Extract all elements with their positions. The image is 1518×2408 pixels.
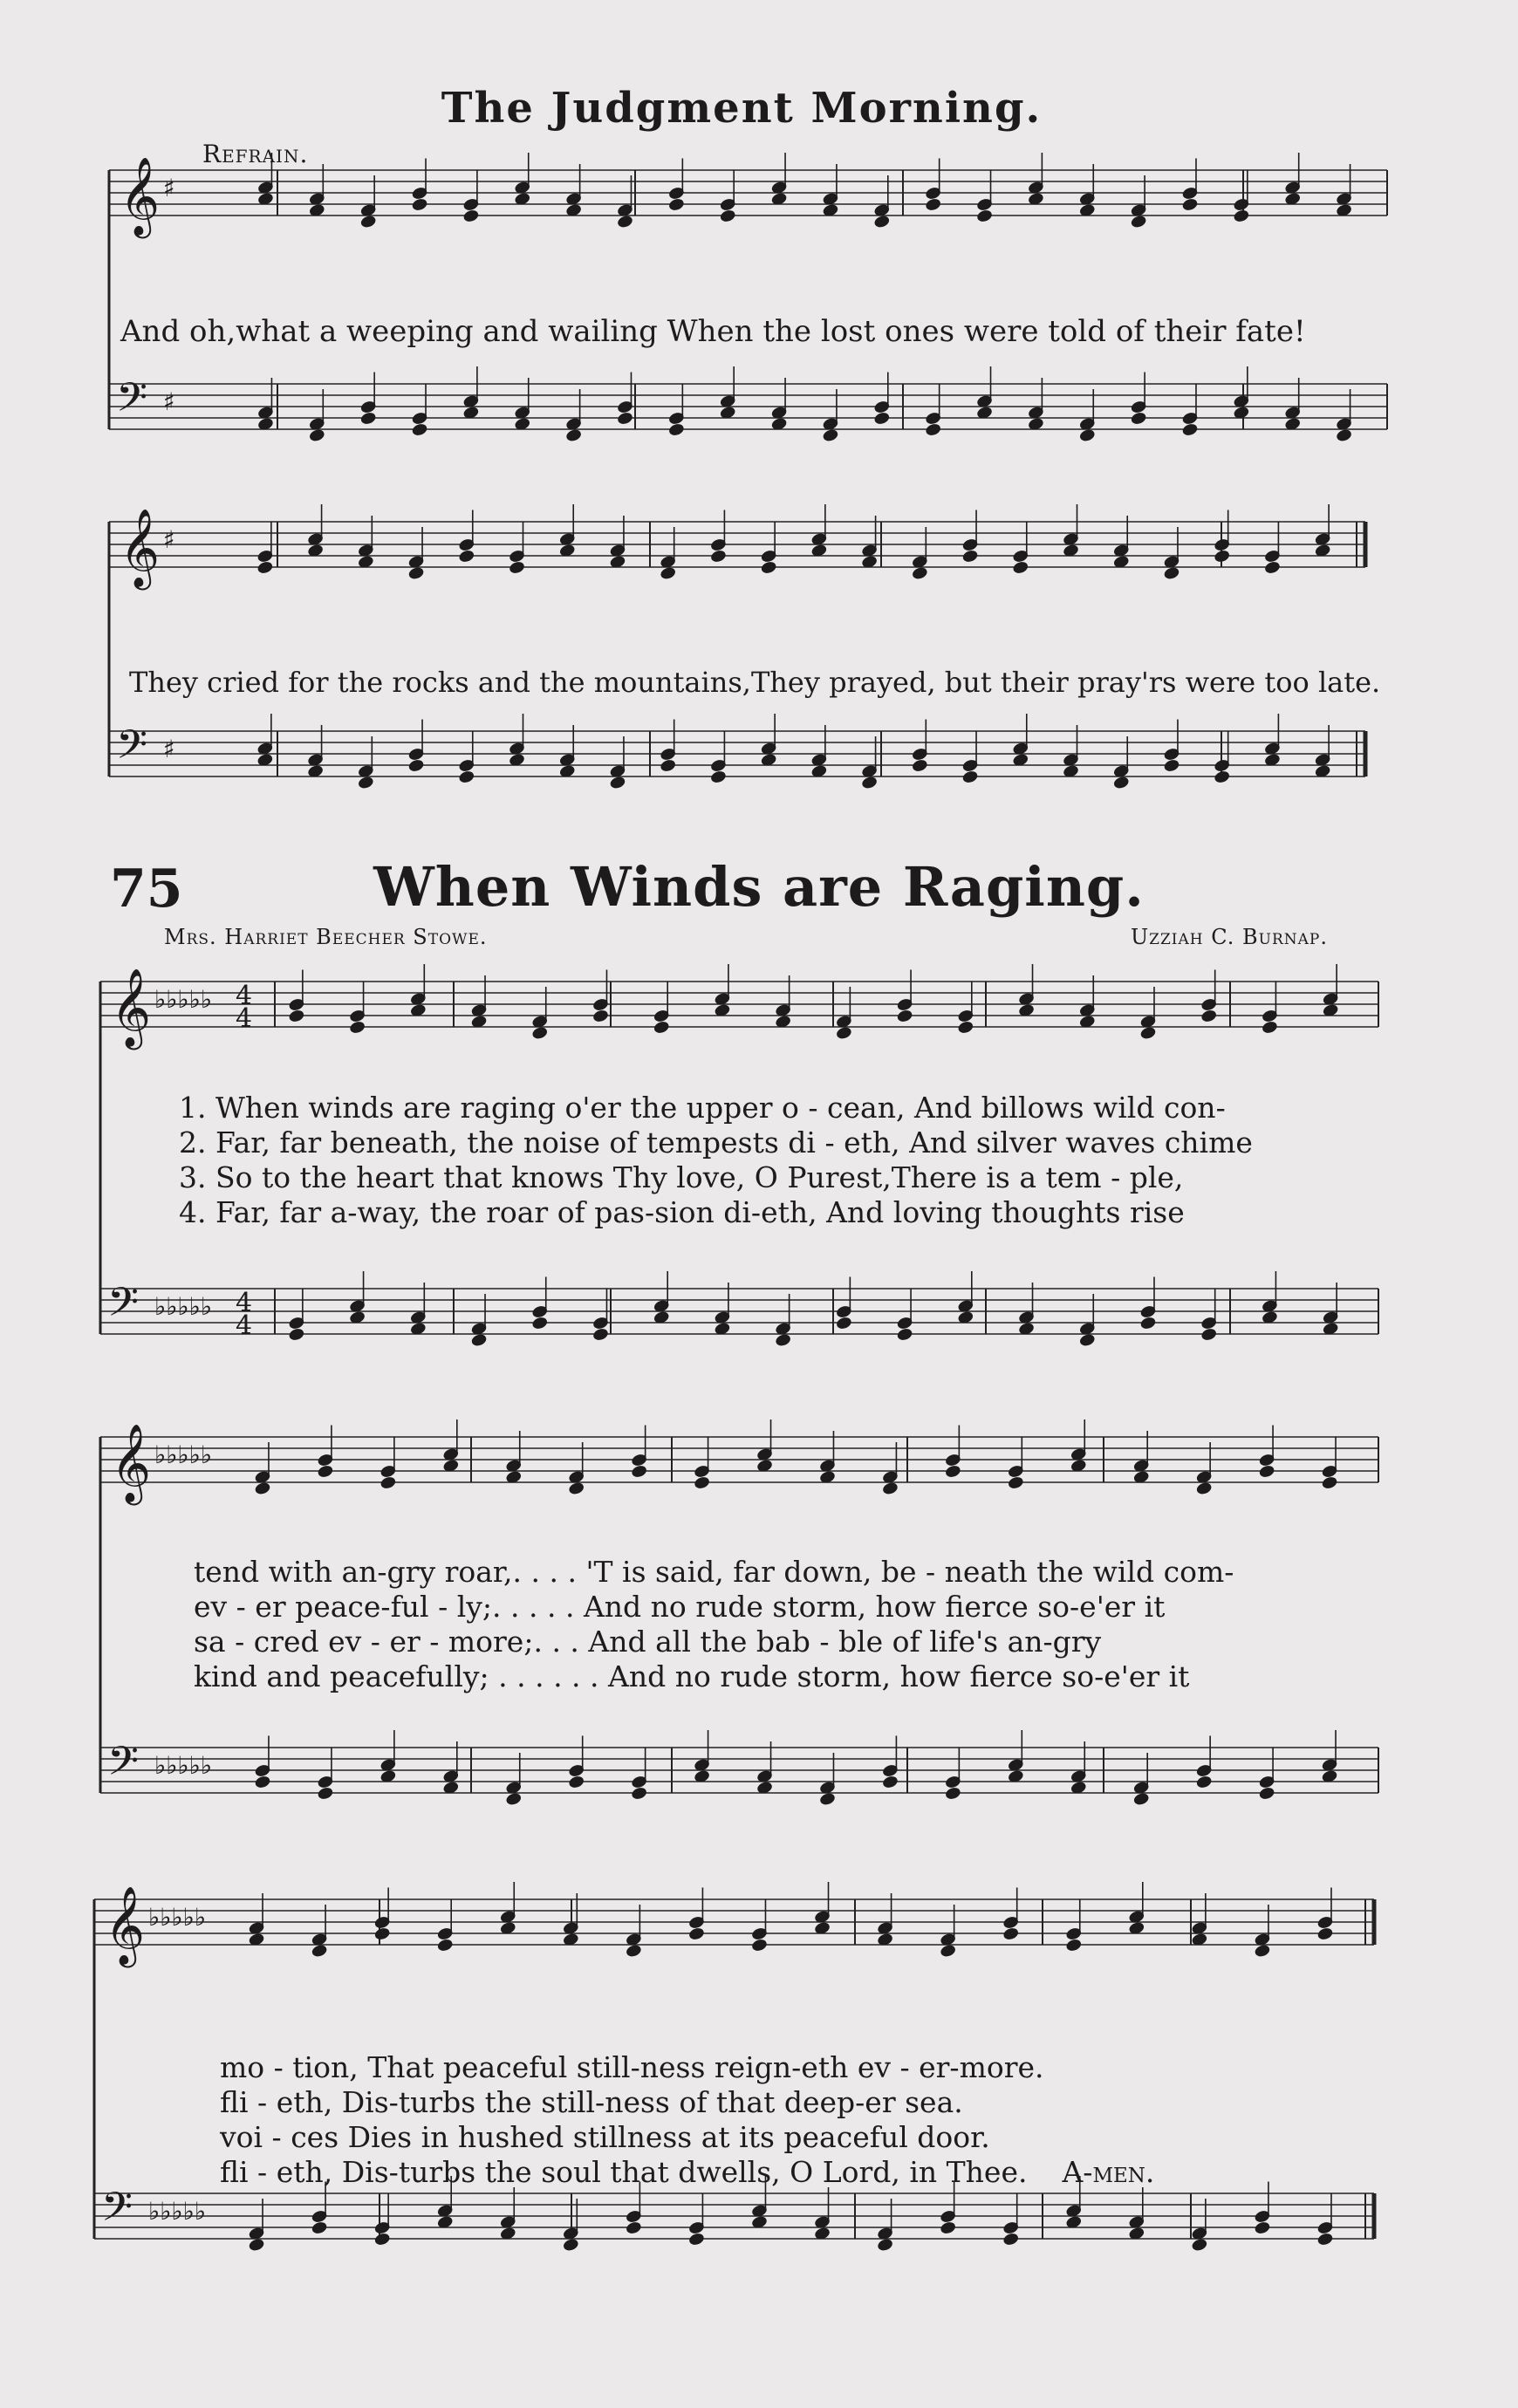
system-1-bass-notes bbox=[257, 366, 1352, 442]
system-1-treble-notes bbox=[257, 153, 1352, 229]
verse-line: tend with an-gry roar,. . . . 'T is said, far down, be - neath the wild com- bbox=[194, 1555, 1234, 1589]
verse-block-3 bbox=[220, 2050, 1441, 2190]
system-1-key-signature: ♯ bbox=[163, 174, 175, 202]
system-3-key-signature: ♭♭♭♭♭ bbox=[154, 985, 213, 1014]
system-3-bass-time-signature-bottom: 4 bbox=[236, 1310, 253, 1341]
system-2-bass-clef-icon: 𝄢 bbox=[116, 722, 148, 778]
verse-line: 1. When winds are raging o'er the upper o - cean, And billows wild con- bbox=[179, 1091, 1226, 1125]
verse-line: mo - tion, That peaceful still-ness reign-eth ev - er-more. bbox=[220, 2050, 1044, 2084]
verse-line: 2. Far, far beneath, the noise of tempests di - eth, And silver waves chime bbox=[179, 1125, 1253, 1160]
verse-line: ev - er peace-ful - ly;. . . . . And no rude storm, how fierce so-e'er it bbox=[194, 1590, 1166, 1624]
system-2-treble-notes bbox=[256, 504, 1330, 580]
system-5-treble-clef-icon: 𝄞 bbox=[105, 1886, 146, 1965]
verse-line: 4. Far, far a-way, the roar of pas-sion di-eth, And loving thoughts rise bbox=[179, 1195, 1185, 1229]
system-3-treble-notes bbox=[288, 964, 1338, 1040]
system-4-bass-staff bbox=[100, 1748, 1378, 1793]
system-3-time-signature-bottom: 4 bbox=[236, 1003, 253, 1034]
verse-line: fli - eth, Dis-turbs the still-ness of that deep-er sea. bbox=[220, 2085, 963, 2119]
verse-line-text: fli - eth, Dis-turbs the soul that dwells, O Lord, in Thee. bbox=[220, 2155, 1028, 2189]
system-5-bass-staff bbox=[94, 2193, 1374, 2239]
hymn-number: 75 bbox=[110, 859, 183, 920]
verse-block-2 bbox=[194, 1555, 1415, 1694]
system-1-bass-key-signature: ♯ bbox=[163, 387, 175, 416]
system-4-treble-notes bbox=[255, 1419, 1338, 1495]
system-1-bass-clef-icon: 𝄢 bbox=[116, 374, 148, 431]
system-5-bass-clef-icon: 𝄢 bbox=[101, 2184, 133, 2240]
hymn-74-lyric-line-2: They cried for the rocks and the mountains,They prayed, but their pray'rs were too late. bbox=[129, 666, 1381, 699]
verse-line: 3. So to the heart that knows Thy love, O Purest,There is a tem - ple, bbox=[179, 1160, 1184, 1194]
system-3-bass-time-signature-top: 4 bbox=[236, 1288, 253, 1318]
hymn-74-lyric-line-1: And oh,what a weeping and wailing When the lost ones were told of their fate! bbox=[120, 314, 1306, 349]
system-2-bass-notes bbox=[256, 714, 1330, 790]
verse-block-1 bbox=[179, 1091, 1400, 1230]
verse-line bbox=[220, 2155, 1441, 2190]
system-1-treble-clef-icon: 𝄞 bbox=[120, 157, 161, 236]
system-2-key-signature: ♯ bbox=[163, 525, 175, 554]
hymn-75-title: When Winds are Raging. bbox=[373, 855, 1145, 919]
system-5-key-signature: ♭♭♭♭♭ bbox=[148, 1903, 207, 1932]
system-4-bass-key-signature: ♭♭♭♭♭ bbox=[154, 1751, 213, 1780]
system-2-treble-clef-icon: 𝄞 bbox=[120, 509, 161, 587]
verse-line: voi - ces Dies in hushed stillness at its peaceful door. bbox=[220, 2120, 990, 2154]
hymn-74-title: The Judgment Morning. bbox=[441, 84, 1043, 133]
system-2-bass-key-signature: ♯ bbox=[163, 735, 175, 763]
system-3-bass-key-signature: ♭♭♭♭♭ bbox=[154, 1292, 213, 1321]
hymn-composer: Uzziah C. Burnap. bbox=[1130, 925, 1328, 949]
system-3-bass-clef-icon: 𝄢 bbox=[107, 1279, 140, 1336]
system-3-treble-clef-icon: 𝄞 bbox=[111, 968, 152, 1047]
system-3-bass-notes bbox=[288, 1271, 1338, 1347]
verse-line: kind and peacefully; . . . . . . And no rude storm, how fierce so-e'er it bbox=[194, 1659, 1190, 1693]
system-5-treble-notes bbox=[249, 1882, 1334, 1958]
system-4-bass-notes bbox=[255, 1730, 1338, 1806]
verse-line: sa - cred ev - er - more;. . . And all the bab - ble of life's an-gry bbox=[194, 1625, 1102, 1659]
system-4-treble-clef-icon: 𝄞 bbox=[111, 1424, 152, 1502]
refrain-label: Refrain. bbox=[202, 140, 309, 168]
system-4-key-signature: ♭♭♭♭♭ bbox=[154, 1440, 213, 1469]
system-3-time-signature-top: 4 bbox=[236, 981, 253, 1011]
amen-label: A-men. bbox=[1062, 2155, 1155, 2189]
system-5-bass-key-signature: ♭♭♭♭♭ bbox=[148, 2197, 207, 2226]
system-4-bass-clef-icon: 𝄢 bbox=[107, 1738, 140, 1795]
hymn-author: Mrs. Harriet Beecher Stowe. bbox=[164, 925, 488, 949]
